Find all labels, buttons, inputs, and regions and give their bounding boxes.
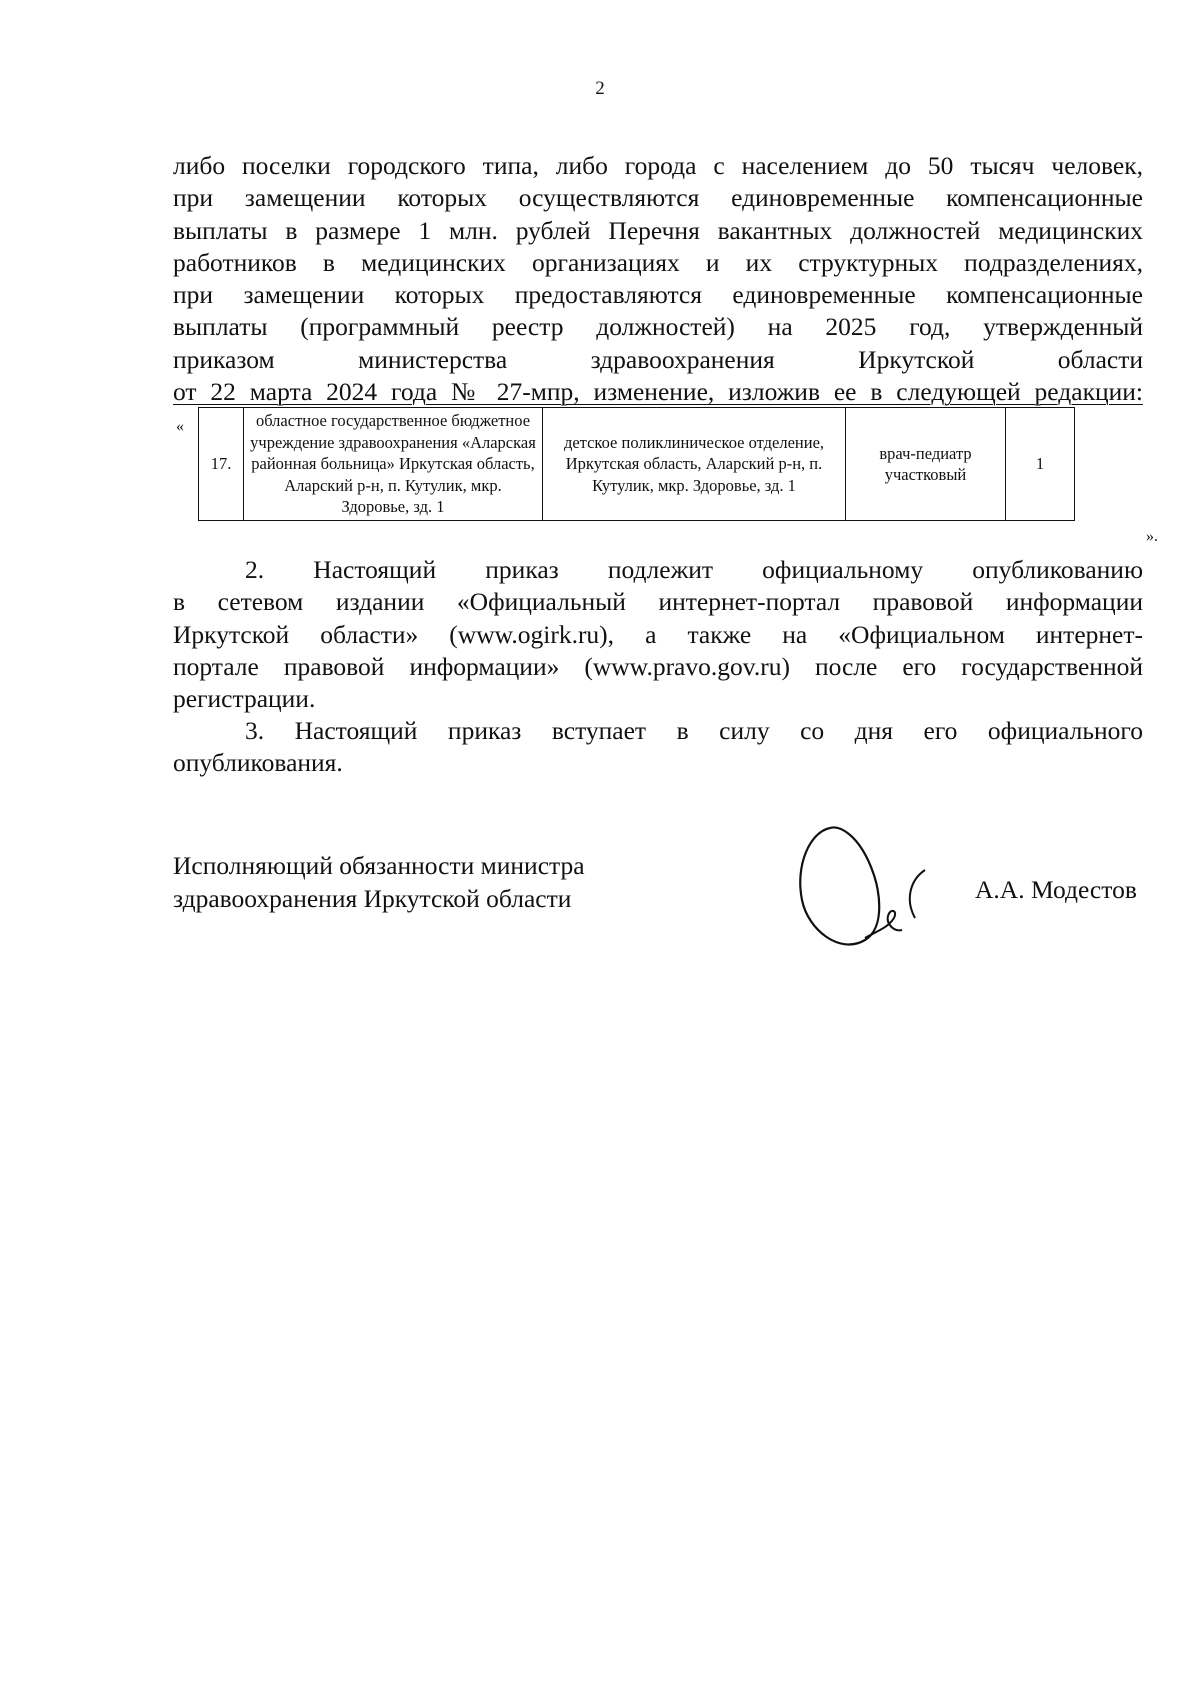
intro-line-underlined <box>173 376 1143 408</box>
item-3-paragraph <box>173 715 1143 780</box>
handwritten-signature <box>790 820 930 960</box>
signatory-title-line: Исполняющий обязанности министра <box>173 851 585 880</box>
table-row <box>199 408 1075 521</box>
item-2-line: регистрации. <box>173 684 316 714</box>
signatory-name: А.А. Модестов <box>975 875 1137 904</box>
opening-quote: « <box>176 418 184 435</box>
count-cell: 1 <box>1006 408 1075 521</box>
item-3-line: опубликования. <box>173 748 343 778</box>
item-3-line: 3. Настоящий приказ вступает в силу со дня его официального <box>245 716 1143 745</box>
closing-quote: ». <box>1146 528 1158 545</box>
position-cell: врач-педиатр участковый <box>846 408 1006 521</box>
signatory-title <box>173 849 585 915</box>
organization-cell: областное государственное бюджетное учреждение здравоохранения «Аларская районная больница» Иркутская область, Аларский р-н, п. Кутулик, мкр. Здоровье, зд. 1 <box>244 408 543 521</box>
intro-line: при замещении которых предоставляются единовременные компенсационные <box>173 280 1143 310</box>
item-2-line: портале правовой информации» (www.pravo.gov.ru) после его государственной <box>173 651 1143 681</box>
intro-line: либо поселки городского типа, либо города с населением до 50 тысяч человек, <box>173 151 1143 180</box>
intro-line: выплаты (программный реестр должностей) на 2025 год, утвержденный <box>173 312 1143 342</box>
department-cell: детское поликлиническое отделение, Иркутская область, Аларский р-н, п. Кутулик, мкр. Здоровье, зд. 1 <box>543 408 846 521</box>
signatory-title-line: здравоохранения Иркутской области <box>173 884 572 913</box>
item-2-line: 2. Настоящий приказ подлежит официальному опубликованию <box>245 555 1143 584</box>
intro-line: при замещении которых осуществляются единовременные компенсационные <box>173 183 1143 213</box>
item-2-line: Иркутской области» (www.ogirk.ru), а также на «Официальном интернет- <box>173 619 1143 649</box>
intro-line: работников в медицинских организациях и их структурных подразделениях, <box>173 247 1143 277</box>
position-table <box>198 407 1075 521</box>
item-2-line: в сетевом издании «Официальный интернет-портал правовой информации <box>173 587 1143 617</box>
intro-line: выплаты в размере 1 млн. рублей Перечня вакантных должностей медицинских <box>173 215 1143 245</box>
intro-line: приказом министерства здравоохранения Иркутской области <box>173 344 1143 374</box>
row-number-cell: 17. <box>199 408 244 521</box>
item-2-paragraph <box>173 554 1143 715</box>
page-number: 2 <box>595 78 605 99</box>
intro-paragraph <box>173 150 1143 408</box>
intro-line-text: от 22 марта 2024 года № 27-мпр, изменение, изложив ее в следующей редакции: <box>173 377 1143 407</box>
